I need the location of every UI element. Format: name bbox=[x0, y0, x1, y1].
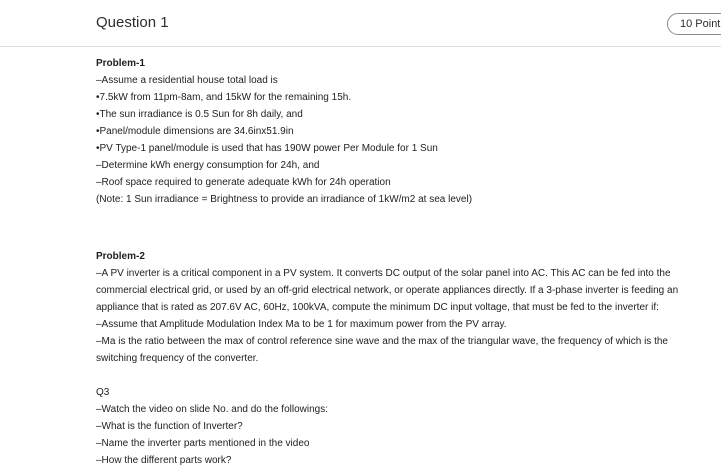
problem1-line: –Assume a residential house total load is bbox=[96, 75, 278, 86]
problem2-paragraph: –Assume that Amplitude Modulation Index Ma to be 1 for maximum power from the PV array. bbox=[96, 319, 507, 330]
problem1-line: –Determine kWh energy consumption for 24h, and bbox=[96, 160, 320, 171]
problem2-heading: Problem-2 bbox=[96, 251, 145, 262]
question-title: Question 1 bbox=[96, 14, 169, 31]
question-header bbox=[0, 0, 721, 47]
problem1-line: –Roof space required to generate adequate kWh for 24h operation bbox=[96, 177, 391, 188]
question-body bbox=[96, 55, 711, 469]
q3-line: –What is the function of Inverter? bbox=[96, 421, 243, 432]
problem1-note: (Note: 1 Sun irradiance = Brightness to provide an irradiance of 1kW/m2 at sea level) bbox=[96, 194, 473, 205]
problem1-heading: Problem-1 bbox=[96, 58, 145, 69]
q3-line: –Watch the video on slide No. and do the followings: bbox=[96, 404, 328, 415]
points-badge: 10 Point bbox=[667, 13, 721, 35]
problem1-line: •The sun irradiance is 0.5 Sun for 8h daily, and bbox=[96, 109, 303, 120]
q3-line: –How the different parts work? bbox=[96, 455, 232, 466]
problem1-line: •PV Type-1 panel/module is used that has 190W power Per Module for 1 Sun bbox=[96, 143, 438, 154]
problem2-paragraph: –A PV inverter is a critical component in a PV system. It converts DC output of the solar panel into AC. This AC can be fed into the commercial electrical grid, or used by an off-grid electrical network, or operate appliances directly. If a 3-phase inverter is feeding an appliance that is rated as 207.6V AC, 60Hz, 100kVA, compute the minimum DC input voltage, that must be fed to the inverter if: bbox=[96, 268, 679, 313]
q3-line: –Name the inverter parts mentioned in the video bbox=[96, 438, 310, 449]
problem2-paragraph: –Ma is the ratio between the max of control reference sine wave and the max of the triangular wave, the frequency of which is the switching frequency of the converter. bbox=[96, 336, 668, 364]
problem1-line: •7.5kW from 11pm-8am, and 15kW for the remaining 15h. bbox=[96, 92, 352, 103]
problem1-line: •Panel/module dimensions are 34.6inx51.9in bbox=[96, 126, 294, 137]
q3-heading: Q3 bbox=[96, 387, 110, 398]
